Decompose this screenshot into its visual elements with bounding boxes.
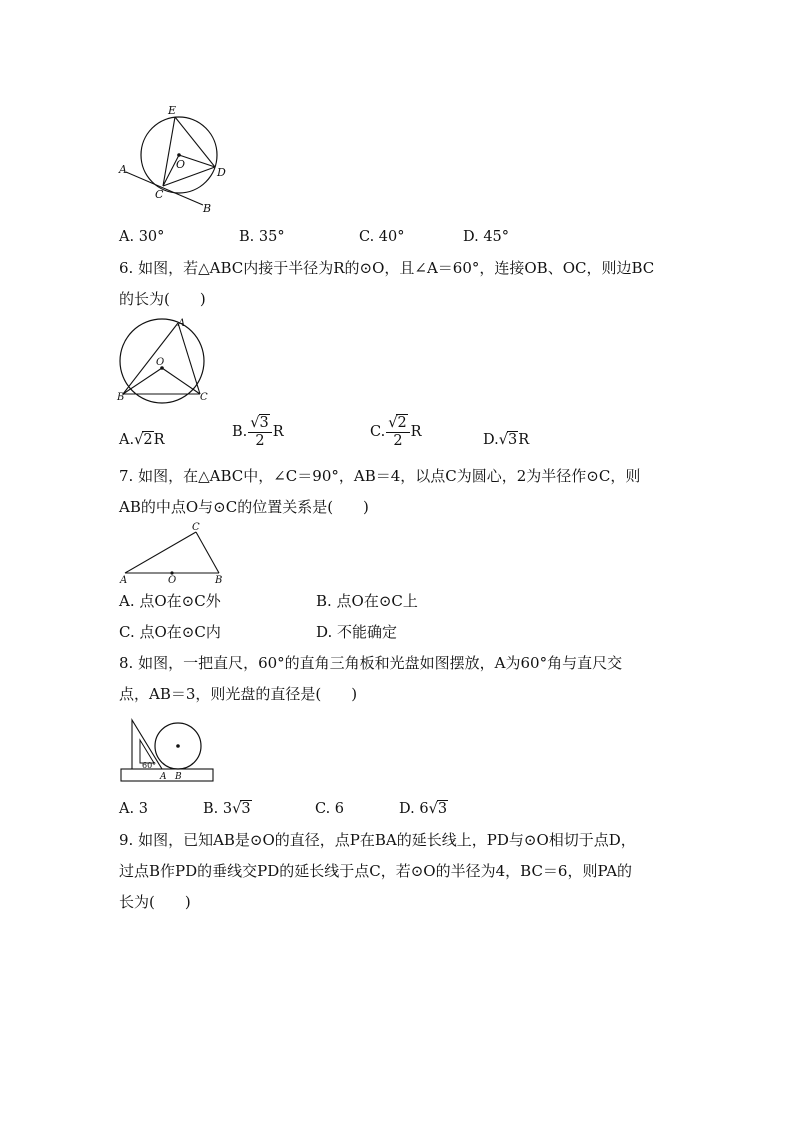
q6-label-c: C xyxy=(200,392,208,403)
q7-stem-line1: 7. 如图，在△ABC中，∠C＝90°，AB＝4，以点C为圆心，2为半径作⊙C，则 xyxy=(119,467,641,485)
q7-label-b: B xyxy=(215,575,223,586)
q6-option-d: D.√3R xyxy=(483,432,530,448)
q6-label-a: A xyxy=(178,318,186,329)
q5-option-c: C. 40° xyxy=(359,229,405,245)
q8-stem-line2: 点，AB＝3，则光盘的直径是( ) xyxy=(119,685,358,703)
q5-label-d: D xyxy=(217,166,226,179)
q5-label-b: B xyxy=(203,202,212,215)
q6-option-b: B. $\frac{√3}{2}$ R xyxy=(232,415,284,449)
q5-label-a: A xyxy=(119,163,127,176)
q8-label-b: B xyxy=(175,772,182,782)
q8-label-a: A xyxy=(160,772,167,782)
q8-stem-line1: 8. 如图，一把直尺，60°的直角三角板和光盘如图摆放，A为60°角与直尺交 xyxy=(119,654,623,672)
q6-stem-line1: 6. 如图，若△ABC内接于半径为R的⊙O，且∠A＝60°，连接OB、OC，则边BC xyxy=(119,259,655,277)
q8-ruler xyxy=(121,769,213,781)
q8-option-b: B. 3√3 xyxy=(203,801,251,817)
q7-label-c: C xyxy=(192,522,200,533)
q6-side-ac xyxy=(178,323,200,394)
q9-stem-line1: 9. 如图，已知AB是⊙O的直径，点P在BA的延长线上，PD与⊙O相切于点D， xyxy=(119,831,636,849)
q8-option-c: C. 6 xyxy=(315,801,345,817)
q7-label-o: O xyxy=(168,575,177,586)
q8-figure xyxy=(118,712,218,784)
q6-label-b: B xyxy=(117,392,125,403)
q8-option-a: A. 3 xyxy=(119,801,148,817)
q6-label-o: O xyxy=(156,357,165,368)
q5-label-o: O xyxy=(176,158,186,171)
q6-figure xyxy=(116,318,216,406)
q7-option-a: A. 点O在⊙C外 xyxy=(119,592,221,610)
q7-stem-line2: AB的中点O与⊙C的位置关系是( ) xyxy=(119,498,369,516)
q5-label-e: E xyxy=(168,104,177,117)
q5-label-c: C xyxy=(155,188,164,201)
q6-stem-line2: 的长为( ) xyxy=(119,290,206,308)
q5-figure xyxy=(118,100,238,215)
q6-option-a: A.√2R xyxy=(119,432,165,448)
q9-stem-line3: 长为( ) xyxy=(119,893,191,911)
q6-side-ab xyxy=(123,323,178,394)
q6-radius-ob xyxy=(123,368,162,394)
q7-option-c: C. 点O在⊙C内 xyxy=(119,623,221,641)
q9-stem-line2: 过点B作PD的垂线交PD的延长线于点C，若⊙O的半径为4，BC＝6，则PA的 xyxy=(119,862,633,880)
q5-option-a: A. 30° xyxy=(119,229,165,245)
q7-option-d: D. 不能确定 xyxy=(316,623,398,641)
q8-label-angle: 60° xyxy=(142,761,157,770)
q8-disc-center xyxy=(176,744,180,748)
q7-side-ac xyxy=(125,532,196,573)
q8-option-d: D. 6√3 xyxy=(399,801,448,817)
q5-option-b: B. 35° xyxy=(239,229,285,245)
q7-figure xyxy=(118,520,228,585)
q7-option-b: B. 点O在⊙C上 xyxy=(316,592,418,610)
q7-side-cb xyxy=(196,532,219,573)
q6-option-c: C. $\frac{√2}{2}$ R xyxy=(370,415,422,449)
q5-option-d: D. 45° xyxy=(463,229,510,245)
q5-chord-ce xyxy=(163,117,175,186)
q6-radius-oc xyxy=(162,368,200,394)
q5-center-dot xyxy=(177,153,181,157)
q7-label-a: A xyxy=(120,575,128,586)
